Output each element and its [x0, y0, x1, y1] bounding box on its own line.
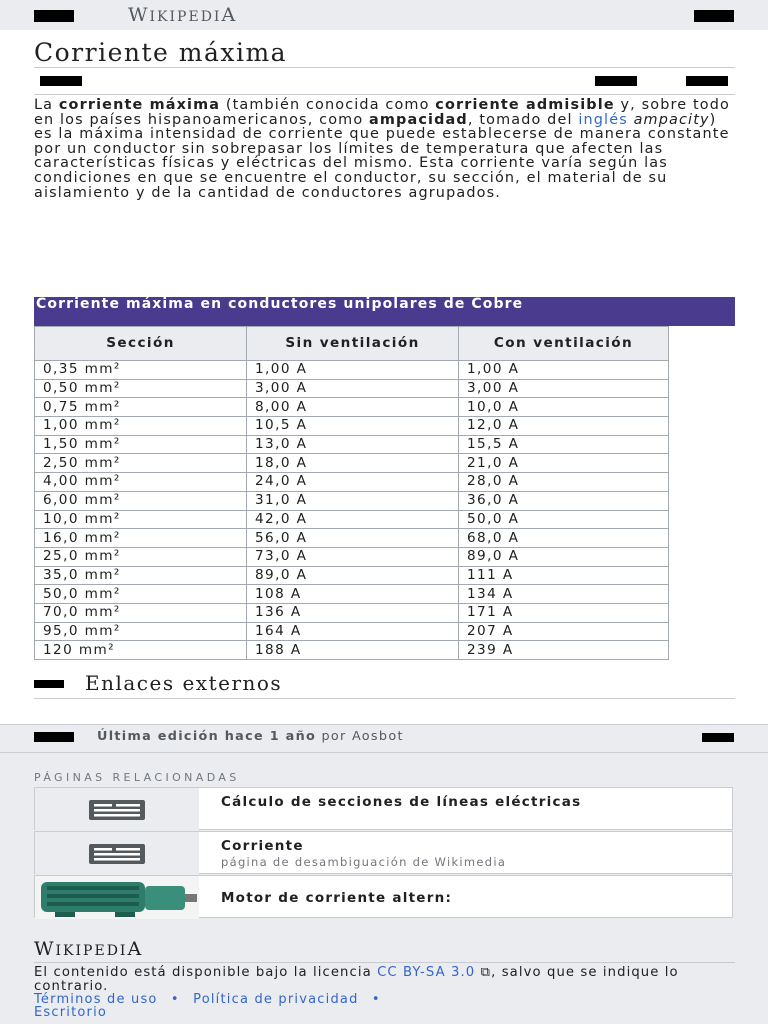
cell-seccion: 0,75 mm²	[35, 398, 247, 417]
table-row	[35, 379, 669, 398]
cell-sin-ventilacion: 8,00 A	[247, 398, 459, 417]
intro-paragraph: La corriente máxima (también conocida como corriente admisible y, sobre todo en los países hispanoamericanos, como ampacidad, tomado del inglés ampacity) es la máxima intensidad de corriente que puede establecerse de manera constante por un conductor sin sobrepasar los límites de temperatura que afecten las características físicas y eléctricas del mismo. Esta corriente varía según las condiciones en que se encuentre el conductor, su sección, el material de su aislamiento y de la cantidad de conductores agrupados.	[34, 97, 730, 201]
related-description: página de desambiguación de Wikimedia	[221, 855, 507, 869]
cell-sin-ventilacion: 108 A	[247, 585, 459, 604]
chevron-icon-redacted[interactable]	[702, 733, 734, 742]
cell-con-ventilacion: 3,00 A	[459, 379, 669, 398]
table-row	[35, 361, 669, 380]
cell-con-ventilacion: 1,00 A	[459, 361, 669, 380]
page-title: Corriente máxima	[34, 38, 288, 67]
table-row	[35, 622, 669, 641]
table-row	[35, 585, 669, 604]
terms-link[interactable]: Términos de uso	[34, 992, 158, 1007]
table-row	[35, 510, 669, 529]
motor-image-svg	[35, 876, 199, 919]
history-icon-redacted	[34, 732, 74, 742]
article-icon	[89, 800, 145, 820]
cell-con-ventilacion: 28,0 A	[459, 473, 669, 492]
cell-sin-ventilacion: 10,5 A	[247, 417, 459, 436]
cell-sin-ventilacion: 136 A	[247, 603, 459, 622]
cell-sin-ventilacion: 164 A	[247, 622, 459, 641]
cell-sin-ventilacion: 56,0 A	[247, 529, 459, 548]
cell-sin-ventilacion: 3,00 A	[247, 379, 459, 398]
related-title: Motor de corriente altern:	[221, 890, 453, 906]
cell-con-ventilacion: 68,0 A	[459, 529, 669, 548]
footer-wikipedia-logo: WIKIPEDIA	[34, 938, 144, 960]
privacy-link[interactable]: Política de privacidad	[193, 992, 359, 1007]
cell-sin-ventilacion: 24,0 A	[247, 473, 459, 492]
cell-seccion: 1,00 mm²	[35, 417, 247, 436]
section-heading-enlaces[interactable]: Enlaces externos	[85, 671, 283, 695]
license-link[interactable]: CC BY-SA 3.0	[377, 965, 481, 980]
footer-top-divider	[0, 724, 768, 725]
cell-con-ventilacion: 15,5 A	[459, 435, 669, 454]
title-divider	[34, 67, 735, 68]
cell-seccion: 16,0 mm²	[35, 529, 247, 548]
external-link-icon: ⧉	[480, 965, 492, 980]
cell-con-ventilacion: 171 A	[459, 603, 669, 622]
cell-con-ventilacion: 12,0 A	[459, 417, 669, 436]
table-row	[35, 603, 669, 622]
cell-sin-ventilacion: 89,0 A	[247, 566, 459, 585]
table-row	[35, 454, 669, 473]
cell-seccion: 25,0 mm²	[35, 547, 247, 566]
cell-sin-ventilacion: 73,0 A	[247, 547, 459, 566]
watch-button-redacted[interactable]	[595, 76, 637, 86]
footer-links: Términos de uso • Política de privacidad • Escritorio	[34, 992, 381, 1020]
cell-seccion: 6,00 mm²	[35, 491, 247, 510]
current-table	[34, 326, 669, 660]
related-card-1[interactable]	[34, 787, 733, 830]
cell-sin-ventilacion: 42,0 A	[247, 510, 459, 529]
cell-sin-ventilacion: 188 A	[247, 641, 459, 660]
header-con-ventilacion: Con ventilación	[459, 327, 669, 361]
cell-con-ventilacion: 21,0 A	[459, 454, 669, 473]
cell-con-ventilacion: 111 A	[459, 566, 669, 585]
table-row	[35, 566, 669, 585]
actions-divider	[34, 94, 735, 95]
menu-button-redacted[interactable]	[34, 10, 74, 22]
cell-seccion: 0,50 mm²	[35, 379, 247, 398]
cell-seccion: 50,0 mm²	[35, 585, 247, 604]
table-row	[35, 529, 669, 548]
footer-logo-divider	[34, 962, 735, 963]
related-pages-heading: PÁGINAS RELACIONADAS	[34, 771, 240, 784]
cell-seccion: 2,50 mm²	[35, 454, 247, 473]
cell-con-ventilacion: 50,0 A	[459, 510, 669, 529]
cell-seccion: 35,0 mm²	[35, 566, 247, 585]
article-icon	[89, 844, 145, 864]
ingles-link[interactable]: inglés	[578, 111, 628, 128]
related-card-2[interactable]	[34, 831, 733, 874]
table-row	[35, 435, 669, 454]
wikipedia-logo[interactable]: WIKIPEDIA	[128, 4, 238, 26]
cell-sin-ventilacion: 1,00 A	[247, 361, 459, 380]
edit-button-redacted[interactable]	[686, 76, 728, 86]
cell-seccion: 120 mm²	[35, 641, 247, 660]
table-row	[35, 547, 669, 566]
cell-sin-ventilacion: 18,0 A	[247, 454, 459, 473]
cell-con-ventilacion: 36,0 A	[459, 491, 669, 510]
cell-seccion: 4,00 mm²	[35, 473, 247, 492]
cell-sin-ventilacion: 13,0 A	[247, 435, 459, 454]
related-title: Corriente	[221, 838, 304, 854]
license-text: El contenido está disponible bajo la licencia CC BY-SA 3.0 ⧉, salvo que se indique lo contrario.	[34, 965, 679, 994]
table-row	[35, 641, 669, 660]
footer-divider	[0, 752, 768, 753]
top-bar	[0, 0, 768, 30]
section-divider	[34, 698, 735, 699]
header-seccion: Sección	[35, 327, 247, 361]
table-row	[35, 473, 669, 492]
header-sin-ventilacion: Sin ventilación	[247, 327, 459, 361]
related-thumb	[35, 832, 199, 875]
desktop-link[interactable]: Escritorio	[34, 1005, 108, 1020]
collapse-icon[interactable]	[34, 680, 64, 688]
search-button-redacted[interactable]	[694, 10, 734, 22]
cell-sin-ventilacion: 31,0 A	[247, 491, 459, 510]
related-thumb	[35, 788, 199, 831]
motor-image	[35, 876, 199, 919]
cell-con-ventilacion: 10,0 A	[459, 398, 669, 417]
cell-seccion: 0,35 mm²	[35, 361, 247, 380]
table-row	[35, 491, 669, 510]
cell-con-ventilacion: 89,0 A	[459, 547, 669, 566]
cell-seccion: 1,50 mm²	[35, 435, 247, 454]
related-card-3[interactable]	[34, 875, 733, 918]
language-button-redacted[interactable]	[40, 76, 82, 86]
cell-seccion: 95,0 mm²	[35, 622, 247, 641]
cell-seccion: 70,0 mm²	[35, 603, 247, 622]
table-row	[35, 417, 669, 436]
cell-con-ventilacion: 134 A	[459, 585, 669, 604]
table-caption: Corriente máxima en conductores unipolares de Cobre	[34, 297, 735, 326]
related-title: Cálculo de secciones de líneas eléctricas	[221, 794, 582, 810]
table-row	[35, 398, 669, 417]
last-edited[interactable]: Última edición hace 1 año por Aosbot	[97, 729, 404, 744]
cell-con-ventilacion: 207 A	[459, 622, 669, 641]
cell-seccion: 10,0 mm²	[35, 510, 247, 529]
cell-con-ventilacion: 239 A	[459, 641, 669, 660]
